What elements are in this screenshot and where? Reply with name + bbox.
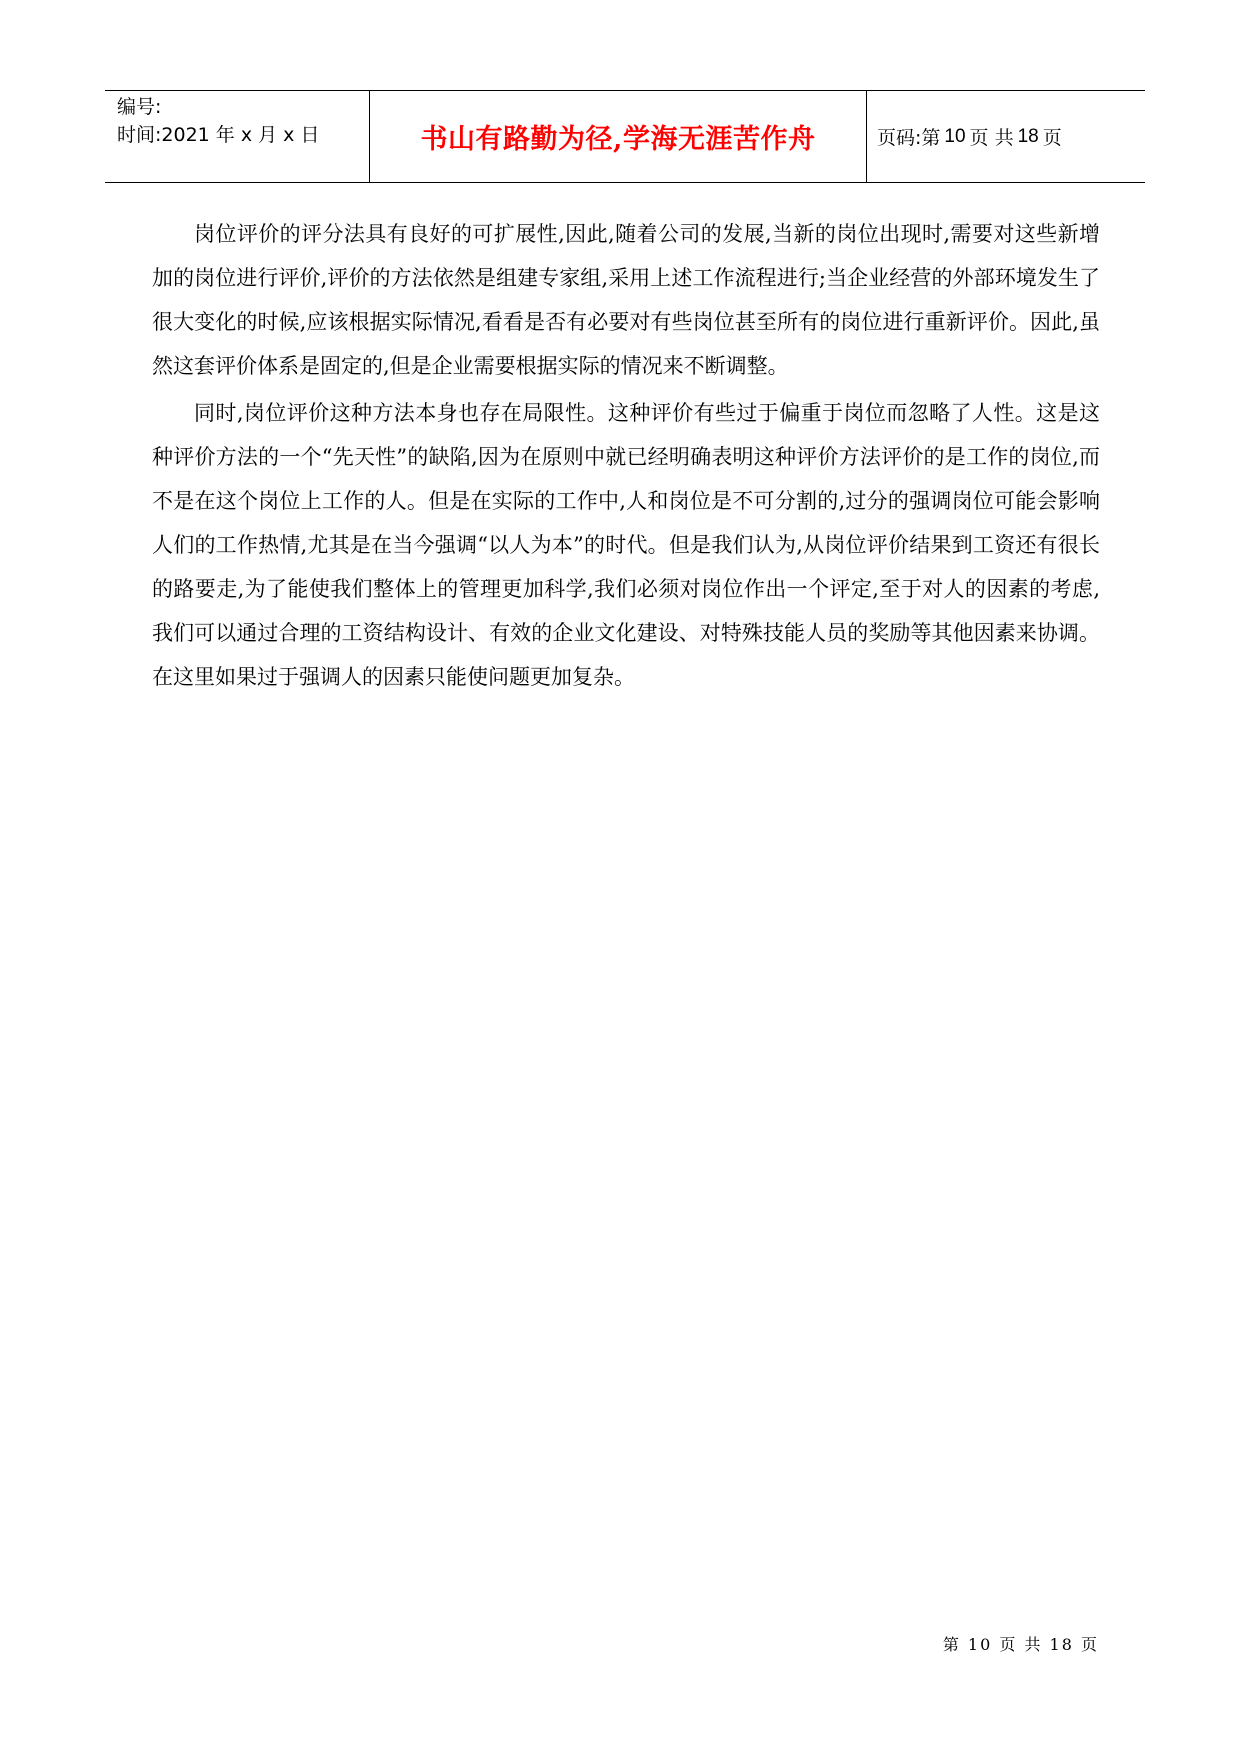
page-suffix: 页	[1042, 127, 1062, 149]
document-body	[152, 212, 1100, 702]
document-number-label: 编号:	[117, 96, 162, 118]
page-prefix: 页码:第	[877, 127, 941, 149]
header-page-info	[867, 91, 1145, 182]
header-motto: 书山有路勤为径,学海无涯苦作舟	[420, 124, 816, 155]
page-current: 10	[944, 125, 966, 147]
page-footer: 第 10 页 共 18 页	[942, 1635, 1099, 1654]
document-time-label: 时间:2021 年 x 月 x 日	[117, 124, 320, 146]
paragraph: 同时,岗位评价这种方法本身也存在局限性。这种评价有些过于偏重于岗位而忽略了人性。这是这种评价方法的一个“先天性”的缺陷,因为在原则中就已经明确表明这种评价方法评价的是工作的岗位,而不是在这个岗位上工作的人。但是在实际的工作中,人和岗位是不可分割的,过分的强调岗位可能会影响人们的工作热情,尤其是在当今强调“以人为本”的时代。但是我们认为,从岗位评价结果到工资还有很长的路要走,为了能使我们整体上的管理更加科学,我们必须对岗位作出一个评定,至于对人的因素的考虑,我们可以通过合理的工资结构设计、有效的企业文化建设、对特殊技能人员的奖励等其他因素来协调。在这里如果过于强调人的因素只能使问题更加复杂。	[152, 401, 1100, 689]
page-total: 18	[1017, 125, 1039, 147]
page-mid: 页 共	[969, 127, 1014, 149]
header-motto-cell	[370, 91, 867, 182]
header-meta	[105, 91, 370, 182]
page-header	[105, 90, 1145, 183]
paragraph: 岗位评价的评分法具有良好的可扩展性,因此,随着公司的发展,当新的岗位出现时,需要对这些新增加的岗位进行评价,评价的方法依然是组建专家组,采用上述工作流程进行;当企业经营的外部环境发生了很大变化的时候,应该根据实际情况,看看是否有必要对有些岗位甚至所有的岗位进行重新评价。因此,虽然这套评价体系是固定的,但是企业需要根据实际的情况来不断调整。	[152, 222, 1100, 378]
